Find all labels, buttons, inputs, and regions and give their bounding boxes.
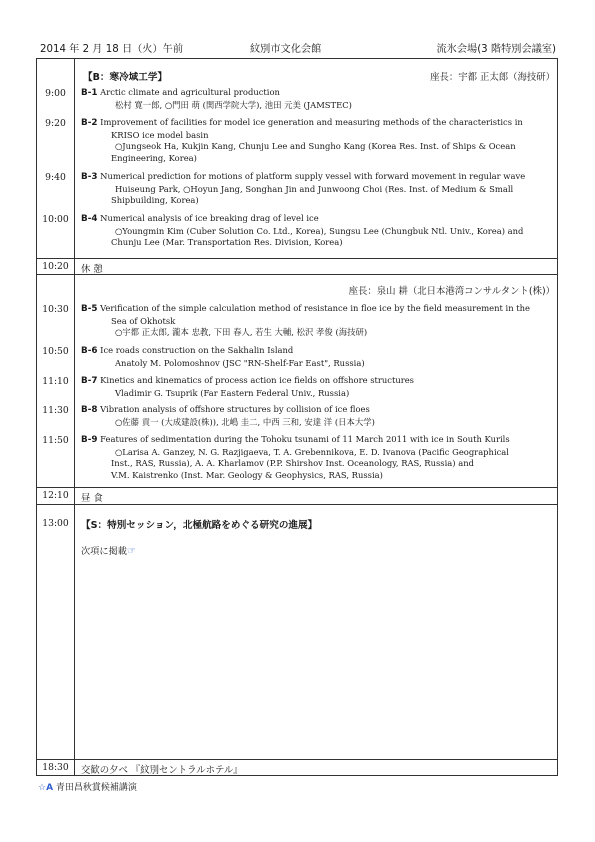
talk-authors: Vladimir G. Tsuprik (Far Eastern Federal Univ., Russia) [115,387,350,398]
row-divider [37,258,557,259]
time-b7: 11:10 [42,376,69,387]
time-b6: 10:50 [42,346,69,357]
talk-authors: Anatoly M. Polomoshnov (JSC "RN-Shelf-Far East", Russia) [115,357,365,368]
talk-b9 [81,434,555,481]
talk-title: Improvement of facilities for model ice generation and measuring methods of the characteristics in [100,117,523,127]
talk-authors: ○Larisa A. Ganzey, N. G. Razjigaeva, T. A. Grebennikova, E. D. Ivanova (Pacific Geographical [115,446,509,457]
talk-authors: Huiseung Park, ○Hoyun Jang, Songhan Jin and Junwoong Choi (Res. Inst. of Medium & Small [115,183,514,194]
break-label: 休 憩 [81,264,103,275]
award-footnote [38,780,137,793]
time-b8: 11:30 [42,405,69,416]
talk-title: Arctic climate and agricultural production [100,87,280,97]
talk-title: Verification of the simple calculation method of resistance in floe ice by the field measurement in the [100,303,530,313]
lunch-label: 昼 食 [81,493,103,504]
talk-b6 [81,345,555,369]
talk-code: B-7 [81,376,98,386]
talk-title: Ice roads construction on the Sakhalin Island [100,345,294,355]
session-s-title: 【S：特別セッション，北極航路をめぐる研究の進展】 [81,520,318,531]
talk-b3 [81,171,555,207]
talk-code: B-4 [81,214,98,224]
talk-title: Vibration analysis of offshore structures by collision of ice floes [100,404,370,414]
time-evening: 18:30 [42,762,69,773]
time-b5: 10:30 [42,304,69,315]
talk-authors: ○佐藤 貢一 (大成建設(株)), 北嶋 圭二, 中西 三和, 安達 洋 (日本大学) [115,416,375,427]
talk-code: B-6 [81,346,98,356]
time-break: 10:20 [42,261,69,272]
talk-code: B-1 [81,88,98,98]
award-letter: A [46,783,54,793]
talk-authors-continued: V.M. Kaistrenko (Inst. Mar. Geology & Geophysics, RAS, Russia) [111,469,383,480]
session-b-chair: 座長：宇都 正太郎（海技研） [430,72,555,83]
session-b-title: 【B：寒冷域工学】 [83,72,168,83]
talk-code: B-5 [81,304,98,314]
talk-code: B-3 [81,172,98,182]
pointing-hand-icon: ☞ [126,546,136,557]
talk-authors: ○宇都 正太郎, 瀧本 忠教, 下田 春人, 若生 大輔, 松沢 孝俊 (海技研) [115,327,368,338]
talk-authors-continued: Engineering, Korea) [111,152,197,163]
row-divider [37,504,557,505]
header-date: 2014 年 2 月 18 日（火）午前 [40,44,184,55]
talk-b8 [81,404,555,428]
star-icon: ☆ [38,783,47,793]
time-lunch: 12:10 [42,490,69,501]
talk-b5 [81,303,555,339]
talk-title: Numerical prediction for motions of platform supply vessel with forward movement in regular wave [100,171,526,181]
talk-b1 [81,87,555,111]
talk-code: B-9 [81,435,98,445]
talk-title: Kinetics and kinematics of process action ice fields on offshore structures [100,375,414,385]
talk-code: B-8 [81,405,98,415]
award-footnote-text: 青田昌秋賞候補講演 [55,783,137,793]
time-b9: 11:50 [42,435,69,446]
time-b1: 9:00 [45,88,66,99]
time-b4: 10:00 [42,214,69,225]
talk-authors-continued: Shipbuilding, Korea) [111,195,199,206]
session-s-note-text: 次項に掲載 [81,546,127,557]
talk-authors-continued: Inst., RAS, Russia), A. A. Kharlamov (P.P. Shirshov Inst. Oceanology, RAS, Russia) and [111,458,474,469]
talk-title-continued: Sea of Okhotsk [111,315,176,326]
talk-authors: 松村 寛一郎, ○門田 萌 (関西学院大学), 池田 元美 (JAMSTEC) [115,99,352,110]
talk-title: Numerical analysis of ice breaking drag of level ice [100,213,319,223]
talk-b4 [81,213,555,249]
talk-authors: ○Youngmin Kim (Cuber Solution Co. Ltd., Korea), Sungsu Lee (Chungbuk Ntl. Univ., Korea) and [115,225,524,236]
talk-b7 [81,375,555,399]
time-b2: 9:20 [45,118,66,129]
time-session-s: 13:00 [42,518,69,529]
talk-authors: ○Jungseok Ha, Kukjin Kang, Chunju Lee and Sungho Kang (Korea Res. Inst. of Ships & Ocean [115,141,516,152]
session-b2-chair: 座長：泉山 耕（北日本港湾コンサルタント(株)） [348,286,555,297]
row-divider [37,274,557,275]
time-column-divider [74,59,75,775]
session-s-note [81,543,136,557]
evening-label: 交歓の夕べ 『紋別セントラルホテル』 [81,765,243,776]
talk-authors-continued: Chunju Lee (Mar. Transportation Res. Division, Korea) [111,237,343,248]
talk-code: B-2 [81,118,98,128]
talk-title-continued: KRISO ice model basin [111,129,209,140]
talk-b2 [81,117,555,164]
time-b3: 9:40 [45,172,66,183]
header-venue: 紋別市文化会館 [250,44,322,55]
page-header [36,40,558,56]
schedule-table [36,58,558,776]
header-room: 流氷会場(3 階特別会議室) [436,44,556,55]
talk-title: Features of sedimentation during the Tohoku tsunami of 11 March 2011 with ice in South Kurils [100,434,510,444]
row-divider [37,487,557,488]
row-divider [37,759,557,760]
